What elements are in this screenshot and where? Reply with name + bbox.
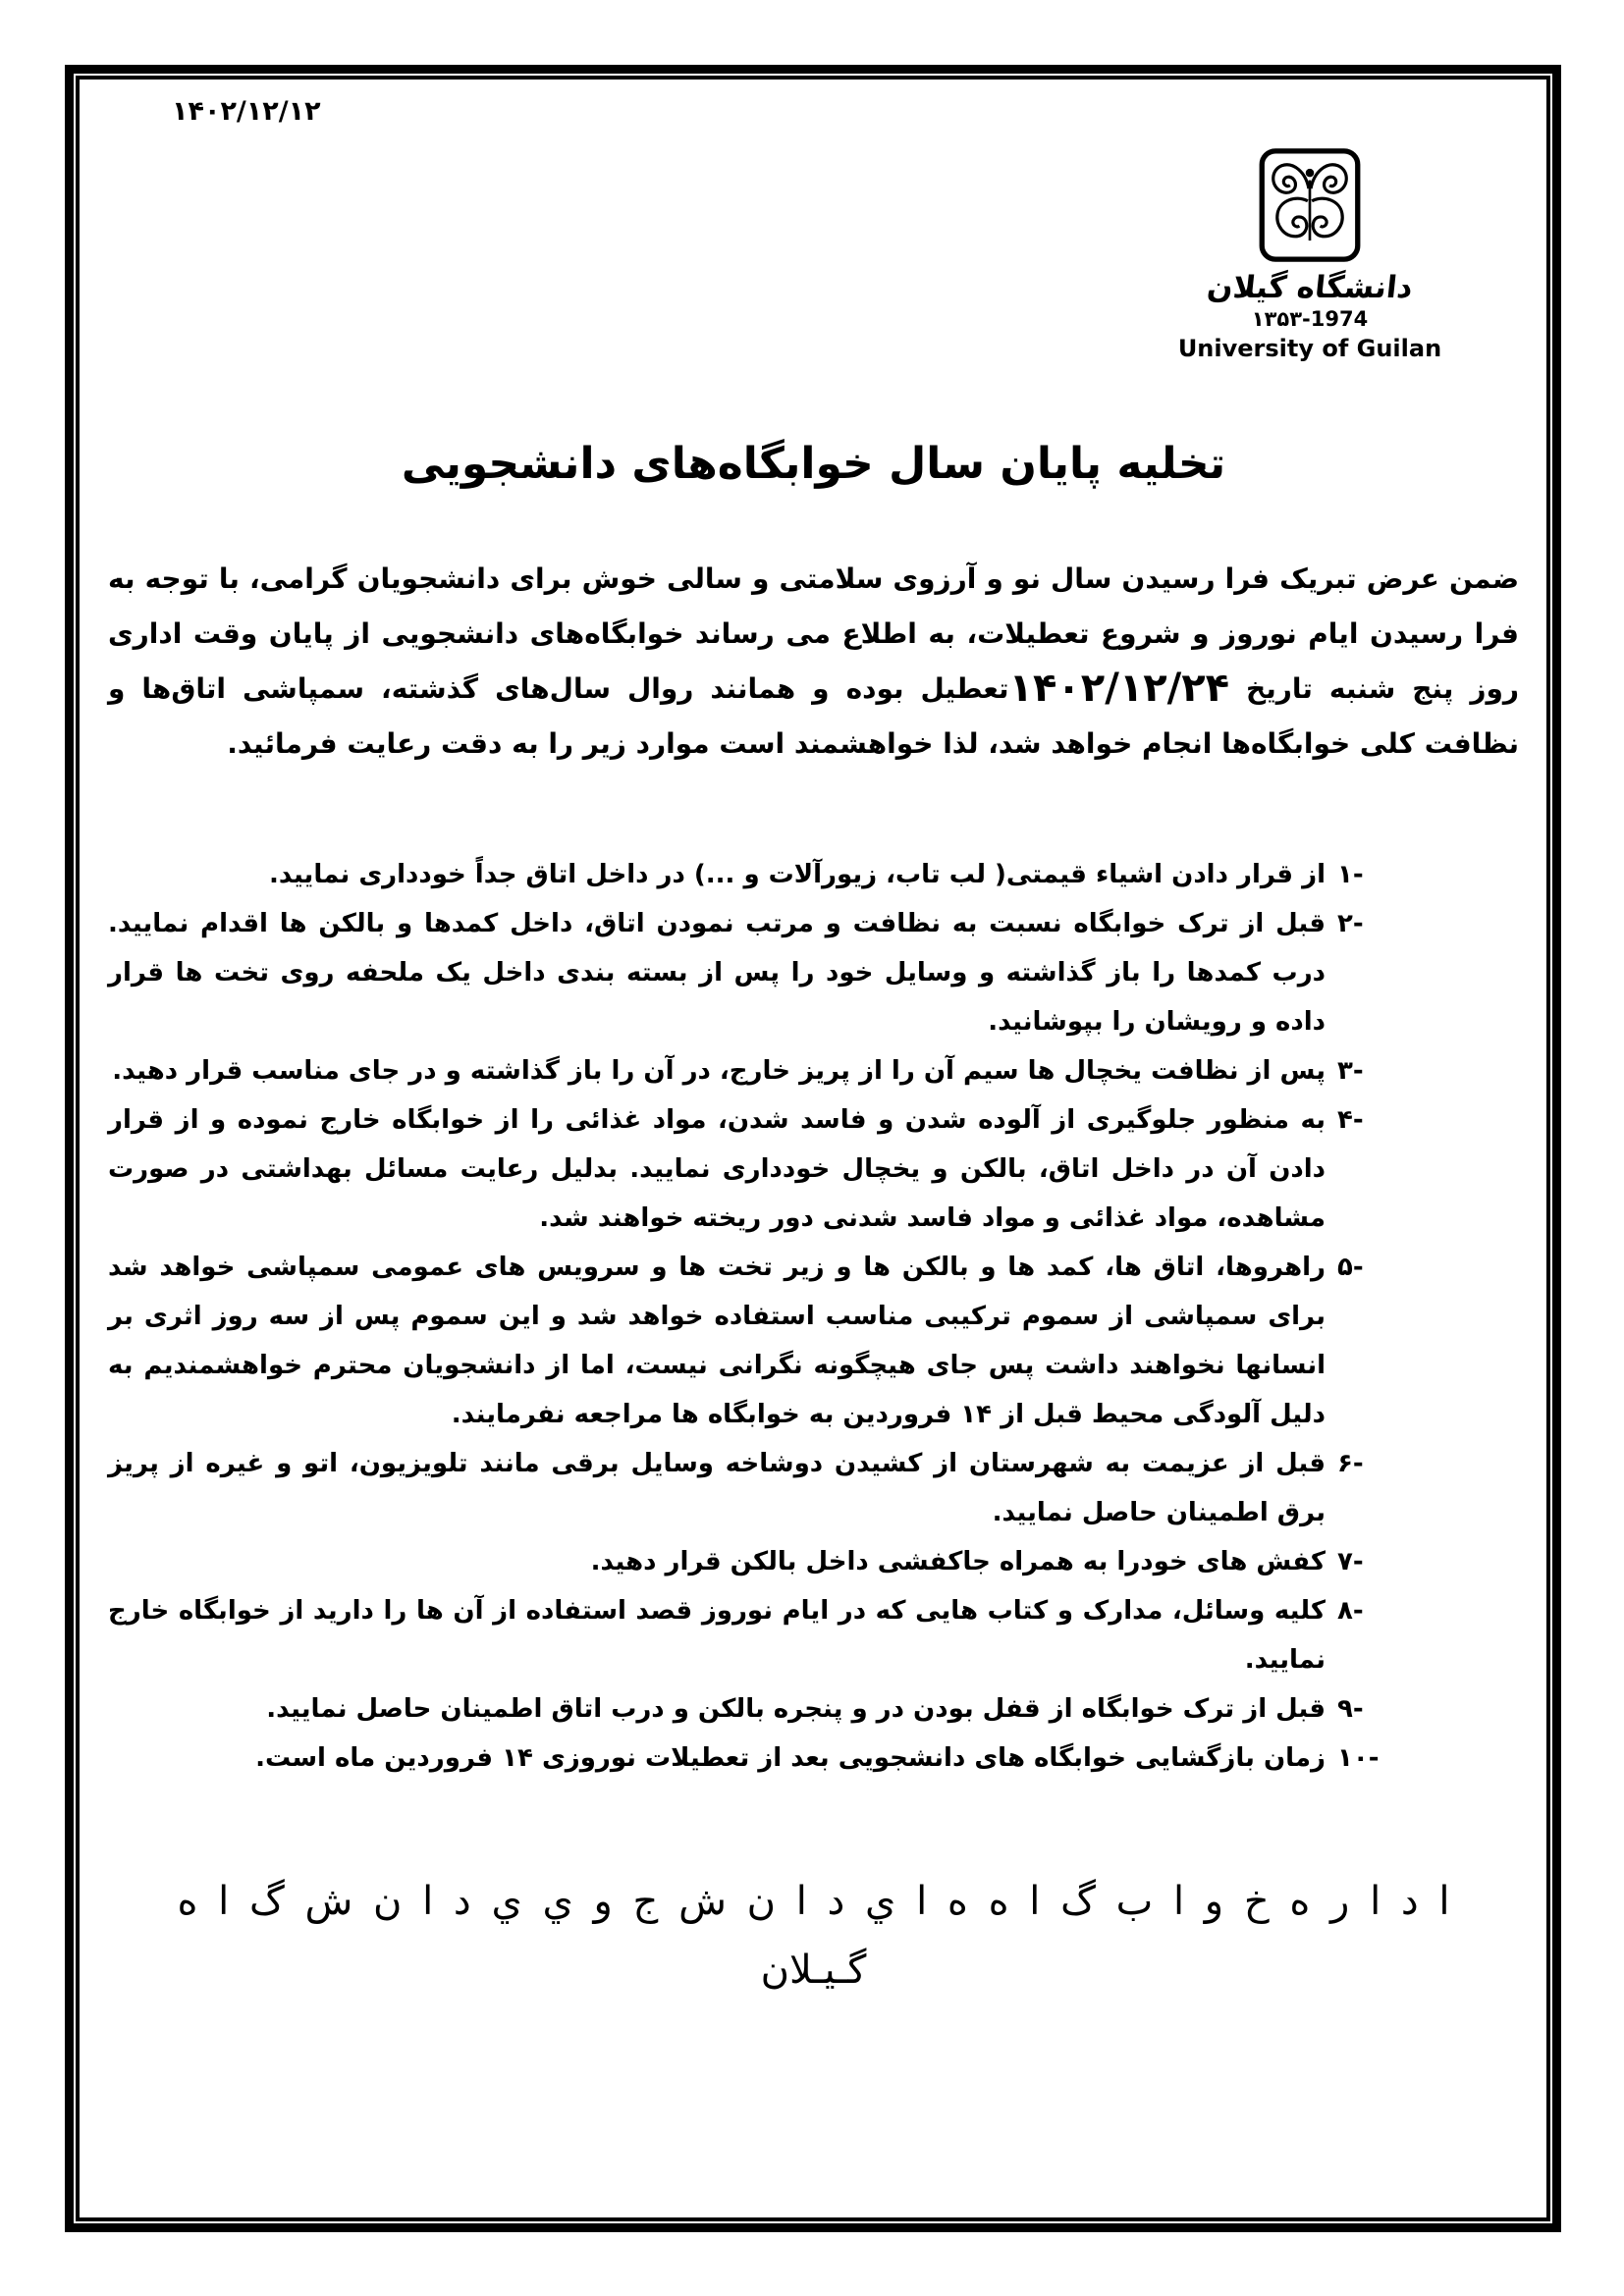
item-number: ۵-: [1337, 1253, 1364, 1282]
item-text: راهروها، اتاق ها، کمد ها و بالکن ها و زیر تخت ها و سرویس های عمومی سمپاشی خواهد شد برای سمپاشی از سموم ترکیبی مناسب استفاده خواهد شد و این سموم پس از سه روز اثری بر انسانها نخواهند داشت پس جای هیچگونه نگرانی نیست، اما از دانشجویان محترم خواهشمندیم به دلیل آلودگی محیط قبل از ۱۴ فروردین به خوابگاه ها مراجعه نفرمایند.: [108, 1253, 1326, 1429]
signature-block: [108, 1867, 1519, 2004]
signature-line2: گـيـلان: [760, 1948, 867, 1993]
university-logo: [1177, 146, 1442, 362]
item-text: قبل از عزیمت به شهرستان از کشیدن دوشاخه وسایل برقی مانند تلویزیون، اتو و غیره از پریز برق اطمینان حاصل نمایید.: [108, 1449, 1326, 1527]
logo-persian-name: دانشگاه گیلان: [1205, 270, 1415, 305]
logo-years: ۱۳۵۳-1974: [1251, 307, 1369, 331]
item-text: قبل از ترک خوابگاه از قفل بودن در و پنجره بالکن و درب اتاق اطمینان حاصل نمایید.: [266, 1694, 1326, 1724]
item-text: قبل از ترک خوابگاه نسبت به نظافت و مرتب نمودن اتاق، داخل کمدها و بالکن ها اقدام نمایید. درب کمدها را باز گذاشته و وسایل خود را پس از بسته بندی داخل یک ملحفه روی تخت ها قرار داده و رویشان را بپوشانید.: [108, 909, 1326, 1037]
signature-line1: ا د ا ر ه خ و ا ب گ ا ه ه ا ي د ا ن ش ج و ي ي د ا ن ش گ ا ه: [177, 1879, 1450, 1924]
list-item: [108, 1046, 1369, 1095]
page-border-inner: [76, 76, 1550, 2221]
item-number: ۸-: [1337, 1596, 1364, 1626]
closure-date: ۱۴۰۲/۱۲/۲۴: [1008, 666, 1230, 711]
list-item: [108, 1537, 1369, 1586]
notice-list: [108, 850, 1380, 1783]
list-item: [108, 850, 1369, 899]
item-text: به منظور جلوگیری از آلوده شدن و فاسد شدن، مواد غذائی را از خوابگاه خارج نموده و از قرار دادن آن در داخل اتاق، بالکن و یخچال خودداری نمایید. بدلیل رعایت مسائل بهداشتی در صورت مشاهده، مواد غذائی و مواد فاسد شدنی دور ریخته خواهند شد.: [108, 1105, 1326, 1233]
university-emblem-icon: [1258, 146, 1362, 264]
item-number: ۹-: [1337, 1694, 1364, 1724]
item-text: کلیه وسائل، مدارک و کتاب هایی که در ایام نوروز قصد استفاده از آن ها را دارید از خوابگاه خارج نمایید.: [108, 1596, 1326, 1675]
list-item: [108, 1734, 1380, 1783]
intro-part2: تعطیل بوده و همانند روال سال‌های گذشته، سمپاشی اتاق‌ها و نظافت کلی خوابگاه‌ها انجام خواهد شد، لذا خواهشمند است موارد زیر را به دقت رعایت فرمائید.: [108, 672, 1519, 760]
item-number: ۳-: [1337, 1056, 1364, 1086]
item-number: ۱-: [1337, 860, 1364, 889]
item-number: ۶-: [1337, 1449, 1364, 1478]
item-number: ۷-: [1337, 1547, 1364, 1576]
header-date: ۱۴۰۲/۱۲/۱۲: [172, 96, 321, 127]
item-number: ۲-: [1337, 909, 1364, 938]
logo-english-name: University of Guilan: [1177, 335, 1442, 362]
page-title: تخلیه پایان سال خوابگاه‌های دانشجویی: [401, 439, 1226, 489]
item-text: از قرار دادن اشیاء قیمتی( لب تاب، زیورآلات و ...) در داخل اتاق جداً خودداری نمایید.: [269, 860, 1326, 889]
list-item: [108, 1684, 1369, 1734]
page-content: [80, 80, 1546, 2217]
list-item: [108, 899, 1369, 1046]
item-text: زمان بازگشایی خوابگاه های دانشجویی بعد از تعطیلات نوروزی ۱۴ فروردین ماه است.: [255, 1743, 1326, 1773]
page-border-outer: [65, 65, 1561, 2232]
list-item: [108, 1586, 1369, 1684]
list-item: [108, 1095, 1369, 1243]
item-text: کفش های خودرا به همراه جاکفشی داخل بالکن قرار دهید.: [590, 1547, 1326, 1576]
item-number: ۱۰-: [1337, 1743, 1380, 1773]
item-number: ۴-: [1337, 1105, 1364, 1135]
intro-paragraph: [108, 552, 1519, 772]
intro-part1: ضمن عرض تبریک فرا رسیدن سال نو و آرزوی سلامتی و سالی خوش برای دانشجویان گرامی، با توجه به فرا رسیدن ایام نوروز و شروع تعطیلات، به اطلاع می رساند خوابگاه‌های دانشجویی از پایان وقت اداری روز پنج شنبه تاریخ: [108, 562, 1519, 705]
item-text: پس از نظافت یخچال ها سیم آن را از پریز خارج، در آن را باز گذاشته و در جای مناسب قرار دهید.: [112, 1056, 1326, 1086]
list-item: [108, 1439, 1369, 1537]
list-item: [108, 1243, 1369, 1439]
